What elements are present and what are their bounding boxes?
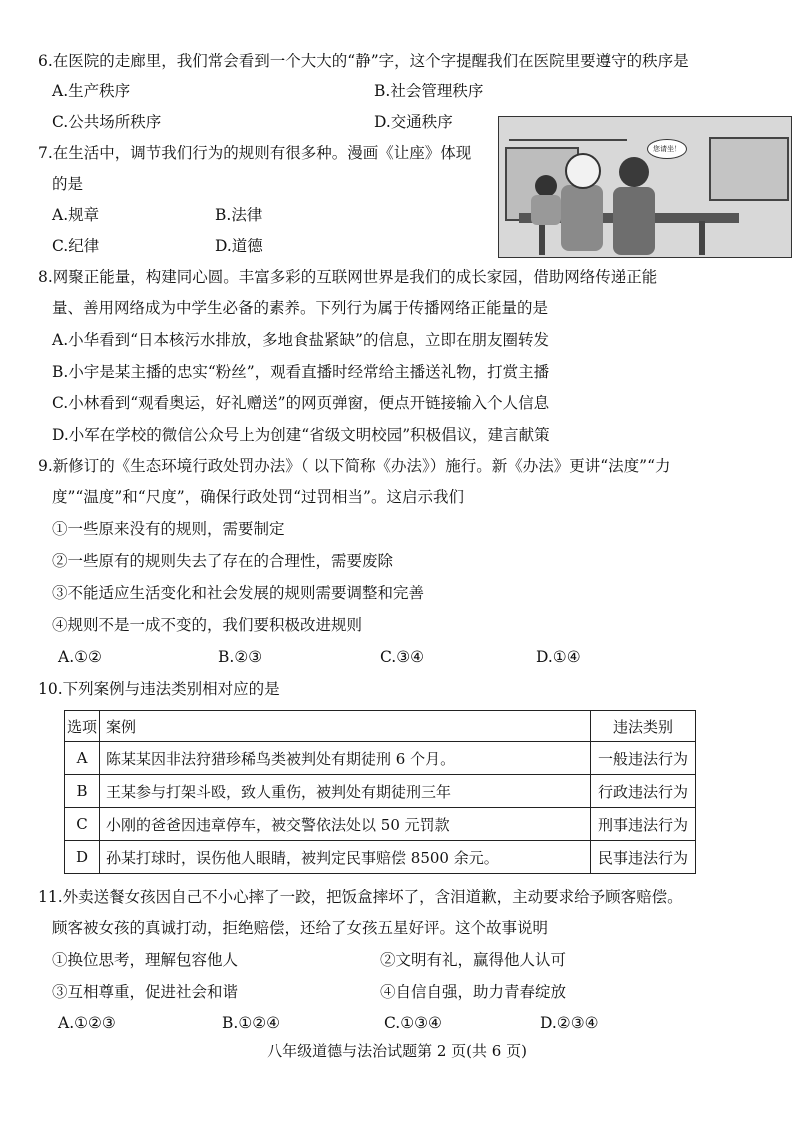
cartoon-bench-leg — [539, 221, 545, 255]
q7-stem-line2: 的是 — [52, 175, 84, 193]
q10-case-table — [64, 710, 696, 874]
q8-option-c: C.小林看到“观看奥运，好礼赠送”的网页弹窗，便点开链接输入个人信息 — [52, 394, 550, 412]
q7-option-a: A.规章 — [52, 206, 100, 224]
cartoon-woman-body — [613, 187, 655, 255]
cartoon-child-body — [531, 195, 561, 225]
q11-statement-4: ④自信自强，助力青春绽放 — [380, 983, 567, 1001]
q9-option-d: D.①④ — [536, 648, 581, 666]
q9-option-b: B.②③ — [218, 648, 263, 666]
q6-stem: 6.在医院的走廊里，我们常会看到一个大大的“静”字，这个字提醒我们在医院里要遵守的秩序是 — [38, 52, 689, 70]
cartoon-elder-body — [561, 185, 603, 251]
row-option: D — [65, 841, 100, 874]
q11-option-c: C.①③④ — [384, 1014, 442, 1032]
q9-option-c: C.③④ — [380, 648, 425, 666]
cartoon-woman-head — [619, 157, 649, 187]
cartoon-speech-bubble: 您请坐！ — [647, 139, 687, 159]
q11-statement-2: ②文明有礼，赢得他人认可 — [380, 951, 567, 969]
row-case: 陈某某因非法狩猎珍稀鸟类被判处有期徒刑 6 个月。 — [100, 742, 591, 775]
q11-option-a: A.①②③ — [58, 1014, 116, 1032]
q11-statement-1: ①换位思考，理解包容他人 — [52, 951, 239, 969]
q9-stem-line2: 度”“温度”和“尺度”，确保行政处罚“过罚相当”。这启示我们 — [52, 488, 464, 506]
cartoon-elder-head — [565, 153, 601, 189]
row-case: 孙某打球时，误伤他人眼睛，被判定民事赔偿 8500 余元。 — [100, 841, 591, 874]
seat-giving-cartoon — [498, 116, 792, 258]
q9-option-a: A.①② — [58, 648, 102, 666]
table-row — [65, 742, 696, 775]
table-row — [65, 841, 696, 874]
q7-option-d: D.道德 — [215, 237, 263, 255]
q6-option-d: D.交通秩序 — [374, 113, 453, 131]
header-option: 选项 — [65, 711, 100, 742]
row-case: 小刚的爸爸因违章停车，被交警依法处以 50 元罚款 — [100, 808, 591, 841]
q8-stem-line1: 8.网聚正能量，构建同心圆。丰富多彩的互联网世界是我们的成长家园，借助网络传递正能 — [38, 268, 658, 286]
header-category: 违法类别 — [591, 711, 696, 742]
q11-stem-line1: 11.外卖送餐女孩因自己不小心摔了一跤，把饭盒摔坏了，含泪道歉，主动要求给予顾客赔偿。 — [38, 888, 683, 906]
row-category: 行政违法行为 — [591, 775, 696, 808]
q8-option-a: A.小华看到“日本核污水排放，多地食盐紧缺”的信息，立即在朋友圈转发 — [52, 331, 549, 349]
cartoon-bench-leg — [699, 221, 705, 255]
q6-option-b: B.社会管理秩序 — [374, 82, 484, 100]
q6-option-c: C.公共场所秩序 — [52, 113, 162, 131]
cartoon-window-right — [709, 137, 789, 201]
q8-option-b: B.小宇是某主播的忠实“粉丝”，观看直播时经常给主播送礼物，打赏主播 — [52, 363, 550, 381]
cartoon-signboard — [509, 121, 627, 141]
header-case: 案例 — [100, 711, 591, 742]
row-option: B — [65, 775, 100, 808]
q6-option-a: A.生产秩序 — [52, 82, 131, 100]
table-header-row — [65, 711, 696, 742]
q8-option-d: D.小军在学校的微信公众号上为创建“省级文明校园”积极倡议，建言献策 — [52, 426, 550, 444]
row-category: 刑事违法行为 — [591, 808, 696, 841]
table-row — [65, 775, 696, 808]
q7-stem-line1: 7.在生活中，调节我们行为的规则有很多种。漫画《让座》体现 — [38, 144, 472, 162]
q11-stem-line2: 顾客被女孩的真诚打动，拒绝赔偿，还给了女孩五星好评。这个故事说明 — [52, 919, 549, 937]
cartoon-child-head — [535, 175, 557, 197]
q9-statement-1: ①一些原来没有的规则，需要制定 — [52, 520, 285, 538]
q7-option-c: C.纪律 — [52, 237, 100, 255]
row-category: 民事违法行为 — [591, 841, 696, 874]
row-option: C — [65, 808, 100, 841]
row-case: 王某参与打架斗殴，致人重伤，被判处有期徒刑三年 — [100, 775, 591, 808]
table-row — [65, 808, 696, 841]
q7-option-b: B.法律 — [215, 206, 263, 224]
q9-statement-2: ②一些原有的规则失去了存在的合理性，需要废除 — [52, 552, 394, 570]
q9-stem-line1: 9.新修订的《生态环境行政处罚办法》（ 以下简称《办法》）施行。新《办法》更讲“法度”“力 — [38, 457, 671, 475]
q9-statement-3: ③不能适应生活变化和社会发展的规则需要调整和完善 — [52, 584, 425, 602]
q11-statement-3: ③互相尊重，促进社会和谐 — [52, 983, 239, 1001]
row-category: 一般违法行为 — [591, 742, 696, 775]
q9-statement-4: ④规则不是一成不变的，我们要积极改进规则 — [52, 616, 363, 634]
q8-stem-line2: 量、善用网络成为中学生必备的素养。下列行为属于传播网络正能量的是 — [52, 299, 549, 317]
q11-option-b: B.①②④ — [222, 1014, 281, 1032]
page-footer: 八年级道德与法治试题第 2 页(共 6 页) — [267, 1042, 527, 1060]
q10-stem: 10.下列案例与违法类别相对应的是 — [38, 680, 280, 698]
q11-option-d: D.②③④ — [540, 1014, 599, 1032]
row-option: A — [65, 742, 100, 775]
